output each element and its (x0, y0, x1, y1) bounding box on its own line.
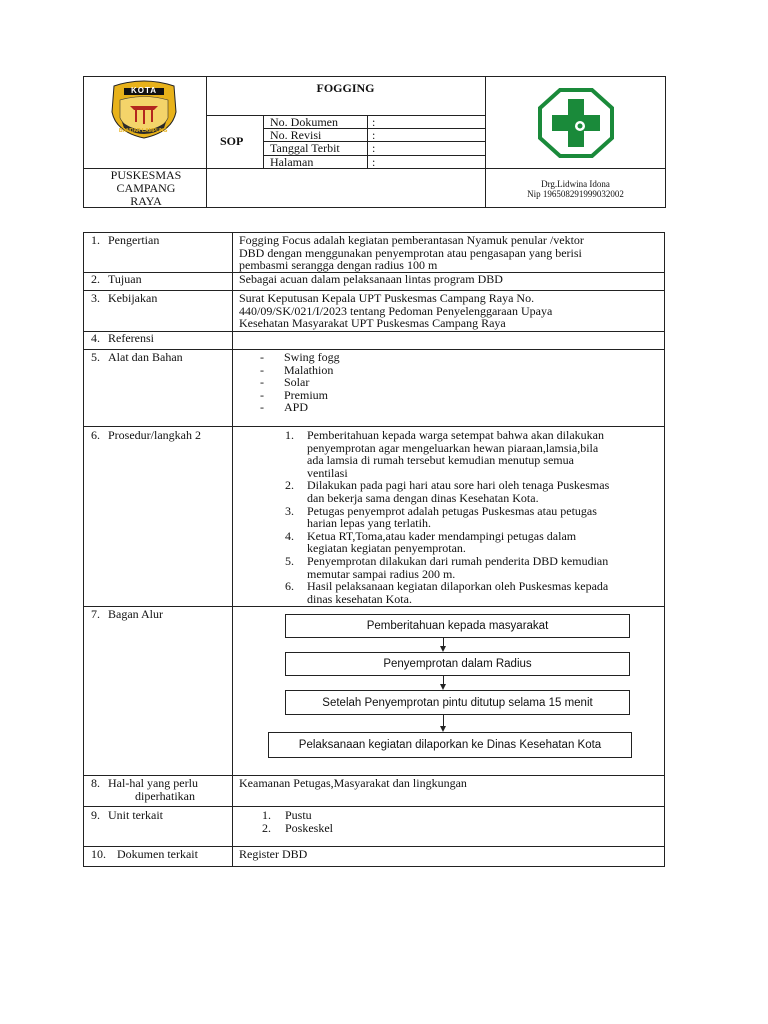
signer-name: Drg.Lidwina Idona (541, 179, 610, 189)
row-number: 7. (91, 607, 100, 621)
row-line (83, 331, 665, 332)
list-item-text: Pustu (285, 808, 312, 822)
row-label-prosedur: Prosedur/langkah 2 (108, 428, 201, 442)
step-number: 2. (285, 478, 294, 493)
logo-top-text: KOTA (131, 86, 158, 95)
text-line: Ketua RT,Toma,atau kader mendampingi petugas dalam (307, 528, 577, 543)
meta-label-halaman: Halaman (270, 155, 314, 169)
list-item-text: Swing fogg (284, 350, 340, 364)
hal-text: Keamanan Petugas,Masyarakat dan lingkungan (239, 776, 467, 790)
flow-step-3: Setelah Penyemprotan pintu ditutup selama 15 menit (285, 690, 630, 715)
list-item-text: Malathion (284, 362, 334, 377)
step-number: 5. (285, 553, 294, 568)
row-number: 2. (91, 272, 100, 286)
row-label-bagan-alur: Bagan Alur (108, 607, 163, 621)
row-label-alat-dan-bahan: Alat dan Bahan (108, 350, 183, 364)
list-item: - Swing fogg (260, 350, 340, 364)
procedure-step (285, 580, 663, 605)
meta-left-border (263, 115, 264, 169)
procedure-step (285, 479, 663, 504)
meta-mid-border (367, 115, 368, 169)
meta-sep: : (372, 128, 376, 142)
step-number: 6. (285, 579, 294, 594)
logo-bottom-text: BANDAR LAMPUNG (119, 128, 168, 134)
text-line: pembasmi serangga dengan radius 100 m (239, 258, 438, 273)
row-label-referensi: Referensi (108, 331, 154, 345)
list-number: 2. (262, 820, 271, 835)
list-item: - Solar (260, 375, 310, 390)
org-name-text: PUSKESMAS CAMPANG RAYA (110, 167, 182, 208)
text-line: dinas kesehatan Kota. (307, 591, 412, 606)
row-label-kebijakan: Kebijakan (108, 291, 158, 305)
puskesmas-logo (538, 88, 614, 158)
meta-sep: : (372, 155, 376, 169)
kebijakan-text (239, 292, 663, 330)
list-item-text: Premium (284, 387, 328, 402)
text-line: penyemprotan agar mengeluarkan hewan piaraan,lamsia,bila (307, 440, 599, 455)
row-line (83, 606, 665, 607)
list-number: 1. (262, 808, 271, 822)
body-column-divider (232, 232, 233, 867)
row-number: 5. (91, 350, 100, 364)
text-line: ventilasi (307, 465, 348, 480)
row-label-hal-hal: Hal-hal yang perlu (108, 776, 198, 790)
text-line: dan bekerja sama dengan dinas Kesehatan Kota. (307, 490, 539, 505)
procedure-step (285, 505, 663, 530)
dokumen-text: Register DBD (239, 847, 308, 861)
row-number: 6. (91, 428, 100, 442)
list-item-text: APD (284, 400, 309, 415)
kota-bandar-lampung-logo (106, 78, 182, 140)
meta-sep: : (372, 115, 376, 129)
list-item (262, 822, 333, 835)
text-line: Dilakukan pada pagi hari atau sore hari oleh tenaga Puskesmas (307, 478, 610, 493)
text-line: Pemberitahuan kepada warga setempat bahwa akan dilakukan (307, 428, 604, 442)
row-label-pengertian: Pengertian (108, 233, 160, 247)
text-line: harian lepas yang terlatih. (307, 516, 431, 531)
signer-nip: Nip 196508291999032002 (527, 189, 624, 199)
document-meta-table (263, 115, 485, 168)
procedure-step (285, 530, 663, 555)
alat-list (260, 351, 340, 414)
row-number: 10. (91, 847, 106, 861)
row-label-unit-terkait: Unit terkait (108, 808, 163, 822)
row-line (83, 806, 665, 807)
row-label-tujuan: Tujuan (108, 272, 142, 286)
procedure-step (285, 429, 663, 479)
flow-step-4: Pelaksanaan kegiatan dilaporkan ke Dinas Kesehatan Kota (268, 732, 632, 758)
row-number: 9. (91, 808, 100, 822)
row-number: 3. (91, 291, 100, 305)
list-item: - Malathion (260, 362, 334, 377)
text-line: Petugas penyemprot adalah petugas Puskesmas atau petugas (307, 503, 597, 518)
text-line: Fogging Focus adalah kegiatan pemberantasan Nyamuk penular /vektor (239, 233, 584, 247)
unit-list (262, 809, 333, 834)
pengertian-text (239, 234, 663, 272)
row-number: 4. (91, 331, 100, 345)
list-item-text: Solar (284, 375, 310, 390)
row-number: 8. (91, 776, 100, 790)
flow-step-2: Penyemprotan dalam Radius (285, 652, 630, 676)
org-name (86, 168, 206, 208)
list-item: - APD (260, 400, 309, 415)
signer-block (485, 179, 666, 200)
prosedur-steps (285, 429, 663, 605)
tujuan-text: Sebagai acuan dalam pelaksanaan lintas program DBD (239, 272, 503, 286)
step-number: 1. (285, 428, 294, 442)
text-line: memutar sampai radius 200 m. (307, 566, 456, 581)
meta-label-no-revisi: No. Revisi (270, 128, 322, 142)
list-item: - Premium (260, 387, 328, 402)
step-number: 4. (285, 528, 294, 543)
text-line: Kesehatan Masyarakat UPT Puskesmas Campang Raya (239, 316, 506, 331)
meta-label-no-dokumen: No. Dokumen (270, 115, 338, 129)
row-number: 1. (91, 233, 100, 247)
text-line: Hasil pelaksanaan kegiatan dilaporkan oleh Puskesmas kepada (307, 579, 609, 594)
meta-label-tanggal-terbit: Tanggal Terbit (270, 141, 340, 155)
list-item-text: Poskeskel (285, 820, 333, 835)
page-title: FOGGING (316, 81, 375, 95)
step-number: 3. (285, 503, 294, 518)
row-label-dokumen-terkait: Dokumen terkait (117, 847, 198, 861)
row-label-diperhatikan: diperhatikan (135, 789, 195, 803)
procedure-step (285, 555, 663, 580)
text-line: Surat Keputusan Kepala UPT Puskesmas Campang Raya No. (239, 291, 535, 305)
row-line (83, 426, 665, 427)
header-divider-left (206, 76, 207, 208)
meta-sep: : (372, 141, 376, 155)
text-line: DBD dengan menggunakan penyemprotan atau pengasapan yang berisi (239, 245, 582, 260)
sop-label: SOP (220, 134, 244, 148)
text-line: ada lamsia di rumah tersebut kemudian menutup semua (307, 453, 574, 468)
text-line: kegiatan kegiatan penyemprotan. (307, 541, 466, 556)
health-cross-icon (538, 88, 614, 158)
flow-step-1: Pemberitahuan kepada masyarakat (285, 614, 630, 638)
text-line: Penyemprotan dilakukan dari rumah penderita DBD kemudian (307, 553, 609, 568)
text-line: 440/09/SK/021/I/2023 tentang Pedoman Penyelenggaraan Upaya (239, 303, 553, 318)
